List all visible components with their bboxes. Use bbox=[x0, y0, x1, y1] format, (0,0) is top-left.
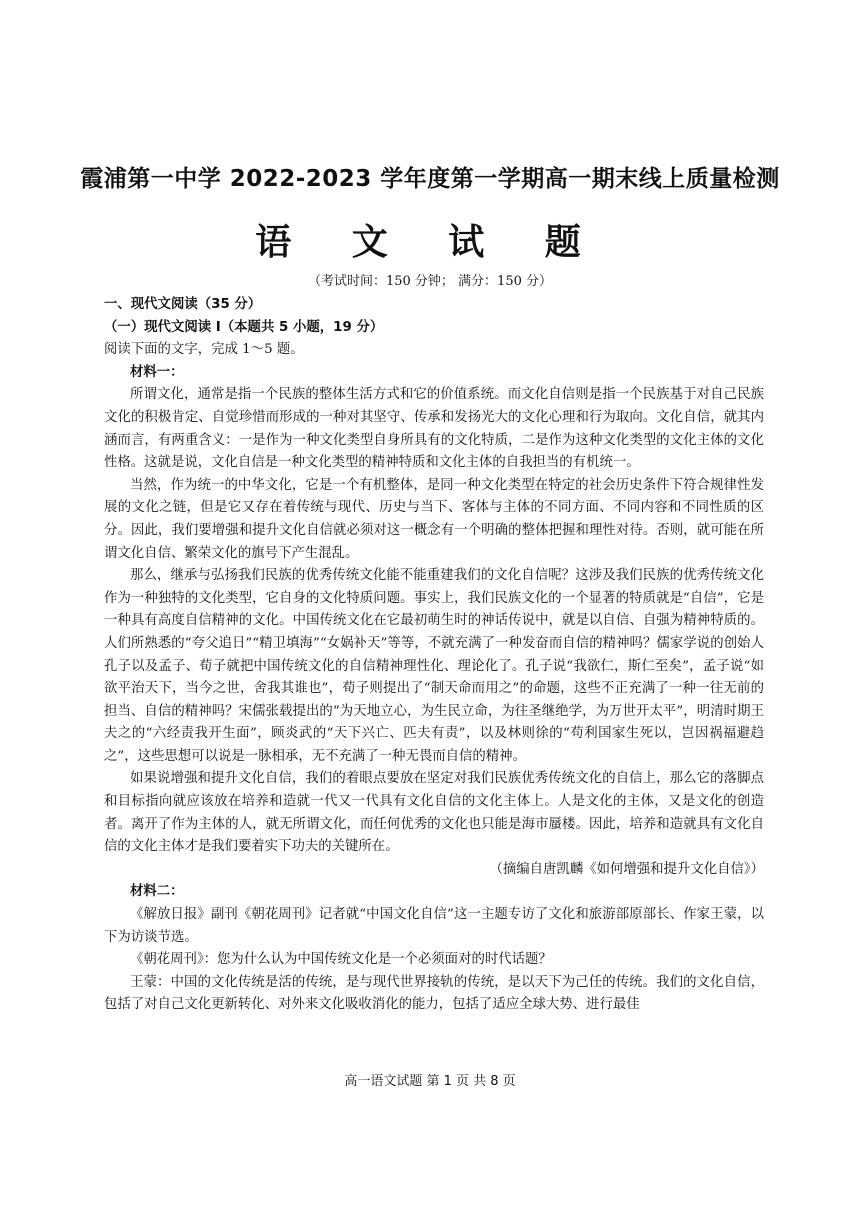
subject-title: 语 文 试 题 bbox=[255, 222, 605, 263]
material-2-label: 材料二： bbox=[130, 884, 184, 900]
material-2-paragraph: 《解放日报》副刊《朝花周刊》记者就“中国文化自信”这一主题专访了文化和旅游部原部长、作家王蒙，以下为访谈节选。 bbox=[104, 907, 764, 945]
material-1-source: （摘编自唐凯麟《如何增强和提升文化自信》） bbox=[489, 861, 764, 877]
exam-title: 霞浦第一中学 2022-2023 学年度第一学期高一期末线上质量检测 bbox=[80, 166, 780, 192]
material-1-paragraph: 如果说增强和提升文化自信，我们的着眼点要放在坚定对我们民族优秀传统文化的自信上，那么它的落脚点和目标指向就应该放在培养和造就一代又一代具有文化自信的文化主体上。人是文化的主体，又是文化的创造者。离开了作为主体的人，就无所谓文化，而任何优秀的文化也只能是海市蜃楼。因此，培养和造就具有文化自信的文化主体才是我们要着实下功夫的关键所在。 bbox=[104, 771, 764, 855]
exam-info: （考试时间：150 分钟； 满分：150 分） bbox=[307, 274, 553, 289]
section-heading: 一、现代文阅读（35 分） bbox=[104, 297, 262, 312]
material-1-paragraph: 所谓文化，通常是指一个民族的整体生活方式和它的价值系统。而文化自信则是指一个民族基于对自己民族文化的积极肯定、自觉珍惜而形成的一种对其坚守、传承和发扬光大的文化心理和行为取向。文化自信，就其内涵而言，有两重含义：一是作为一种文化类型自身所具有的文化特质，二是作为这种文化类型的文化主体的文化性格。这就是说，文化自信是一种文化类型的精神特质和文化主体的自我担当的有机统一。 bbox=[104, 387, 764, 471]
material-2-paragraph: 王蒙：中国的文化传统是活的传统，是与现代世界接轨的传统，是以天下为己任的传统。我们的文化自信，包括了对自己文化更新转化、对外来文化吸收消化的能力，包括了适应全球大势、进行最佳 bbox=[104, 974, 764, 1013]
material-1-paragraph: 当然，作为统一的中华文化，它是一个有机整体，是同一种文化类型在特定的社会历史条件下符合规律性发展的文化之链，但是它又存在着传统与现代、历史与当下、客体与主体的不同方面、不同内容和不同性质的区分。因此，我们要增强和提升文化自信就必须对这一概念有一个明确的整体把握和理性对待。否则，就可能在所谓文化自信、繁荣文化的旗号下产生混乱。 bbox=[104, 477, 764, 561]
material-1-paragraph: 那么，继承与弘扬我们民族的优秀传统文化能不能重建我们的文化自信呢？这涉及我们民族的优秀传统文化作为一种独特的文化类型，它自身的文化特质问题。事实上，我们民族文化的一个显著的特质就是“自信”，它是一种具有高度自信精神的文化。中国传统文化在它最初萌生时的神话传说中，就是以自信、自强为精神特质的。人们所熟悉的“夸父追日”“精卫填海”“女娲补天”等等，不就充满了一种发奋而自信的精神吗？儒家学说的创始人孔子以及孟子、荀子就把中国传统文化的自信精神理性化、理论化了。孔子说“我欲仁，斯仁至矣”，孟子说“如欲平治天下，当今之世，舍我其谁也”，荀子则提出了“制天命而用之”的命题，这些不正充满了一种一往无前的担当、自信的精神吗？宋儒张载提出的“为天地立心，为生民立命，为往圣继绝学，为万世开太平”，明清时期王夫之的“六经责我开生面”，顾炎武的“天下兴亡、匹夫有责”，以及林则徐的“苟利国家生死以，岂因祸福避趋之”，这些思想可以说是一脉相承，无不充满了一种无畏而自信的精神。 bbox=[104, 568, 764, 764]
content-body bbox=[104, 294, 764, 1017]
material-2-paragraph: 《朝花周刊》：您为什么认为中国传统文化是一个必须面对的时代话题？ bbox=[130, 952, 552, 968]
material-1-label: 材料一： bbox=[130, 364, 184, 380]
section-subheading: （一）现代文阅读 I（本题共 5 小题，19 分） bbox=[104, 319, 384, 335]
page-footer: 高一语文试题 第 1 页 共 8 页 bbox=[344, 1074, 516, 1089]
instruction-text: 阅读下面的文字，完成 1～5 题。 bbox=[104, 342, 304, 358]
